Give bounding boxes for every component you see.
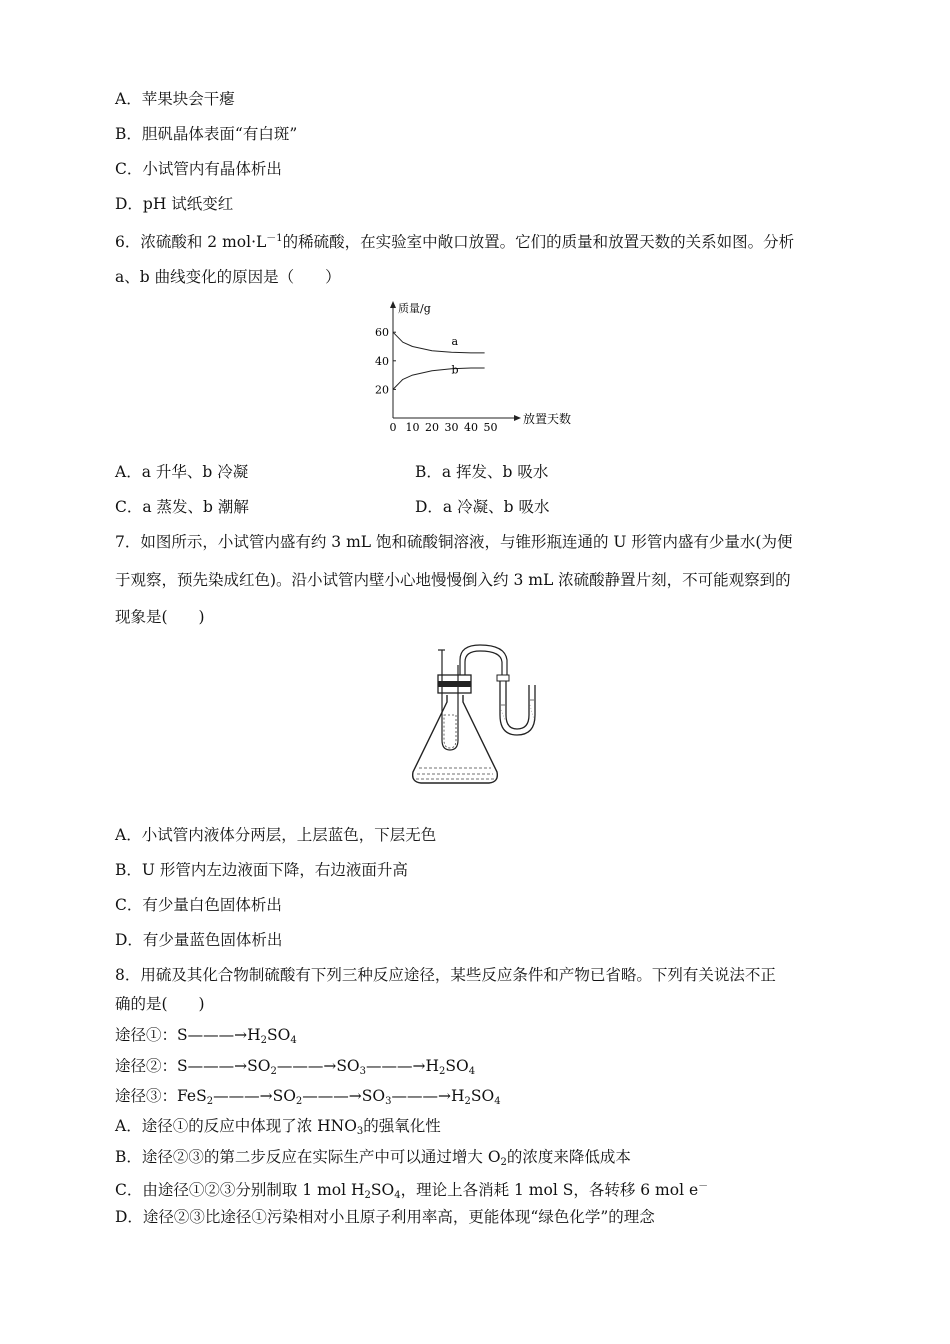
x-tick-label: 30 [444,421,459,434]
option-b-prev: B．胆矾晶体表面“有白斑” [115,125,298,143]
q7-option-d: D．有少量蓝色固体析出 [115,931,283,949]
y-tick-label: 40 [375,354,389,368]
q8-route3: 途径③：$FeS_2———\to SO_2———\to SO_3———\to H_2SO_4$ [115,1087,501,1107]
q8-route1: 途径①：$S———\to H_2SO_4$ [115,1026,297,1046]
q7-stem-line2: 于观察，预先染成红色)。沿小试管内壁小心地慢慢倒入约 3 mL 浓硫酸静置片刻，不可能观察到的 [115,571,791,589]
q7-option-a: A．小试管内液体分两层，上层蓝色，下层无色 [115,826,437,844]
q6-option-c: C．a 蒸发、b 潮解 [115,498,249,516]
q7-option-b: B．U 形管内左边液面下降，右边液面升高 [115,861,408,879]
q8-stem-line2: 确的是( ) [115,995,205,1013]
u-tube [500,680,535,735]
y-tick-label: 60 [375,326,389,340]
apparatus-figure [405,640,555,790]
mass-days-chart [360,292,590,442]
conical-flask [413,695,498,783]
q8-option-a: A．途径①的反应中体现了浓 $HNO_3$的强氧化性 [115,1117,441,1137]
q6-option-a: A．a 升华、b 冷凝 [115,463,249,481]
q6-stem-line2: a、b 曲线变化的原因是（ ） [115,268,341,286]
y-axis-label: 质量/g [398,302,431,315]
q7-stem-line3: 现象是( ) [115,608,205,626]
q7-stem-line1: 7．如图所示，小试管内盛有约 3 mL 饱和硫酸铜溶液，与锥形瓶连通的 U 形管内盛有少量水(为便 [115,533,793,551]
x-axis-label: 放置天数 [523,412,572,426]
q8-stem-line1: 8．用硫及其化合物制硫酸有下列三种反应途径，某些反应条件和产物已省略。下列有关说法不正 [115,966,776,984]
x-tick-label: 40 [464,421,478,434]
series-label-a: a [451,335,459,349]
x-tick-label: 50 [483,421,498,434]
series-line-a [393,332,485,353]
series-line-b [393,368,485,389]
q6-option-b: B．a 挥发、b 吸水 [415,463,549,481]
option-d-prev: D．pH 试纸变红 [115,195,234,213]
x-tick-label: 10 [405,421,420,434]
option-c-prev: C．小试管内有晶体析出 [115,160,282,178]
q6-stem-line1: 6．浓硫酸和 2 $mol\cdot L^{-1}$的稀硫酸，在实验室中敞口放置。它们的质量和放置天数的关系如图。分析 [115,233,795,251]
q8-option-b: B．途径②③的第二步反应在实际生产中可以通过增大 $O_2$的浓度来降低成本 [115,1148,631,1168]
q7-option-c: C．有少量白色固体析出 [115,896,282,914]
y-tick-label: 20 [375,383,389,397]
connecting-tube [460,645,507,675]
x-tick-label: 20 [425,421,439,434]
series-label-b: b [451,363,459,377]
q8-option-c: C．由途径①②③分别制取 1 mol $H_2SO_4$，理论上各消耗 1 mol S，各转移 6 mol e－ [115,1181,709,1201]
q6-option-d: D．a 冷凝、b 吸水 [415,498,550,516]
q8-option-d: D．途径②③比途径①污染相对小且原子利用率高，更能体现“绿色化学”的理念 [115,1208,655,1226]
q8-route2: 途径②：$S———\to SO_2———\to SO_3———\to H_2SO_4$ [115,1057,476,1077]
option-a-prev: A．苹果块会干瘪 [115,90,235,108]
x-tick-label: 0 [389,421,397,434]
